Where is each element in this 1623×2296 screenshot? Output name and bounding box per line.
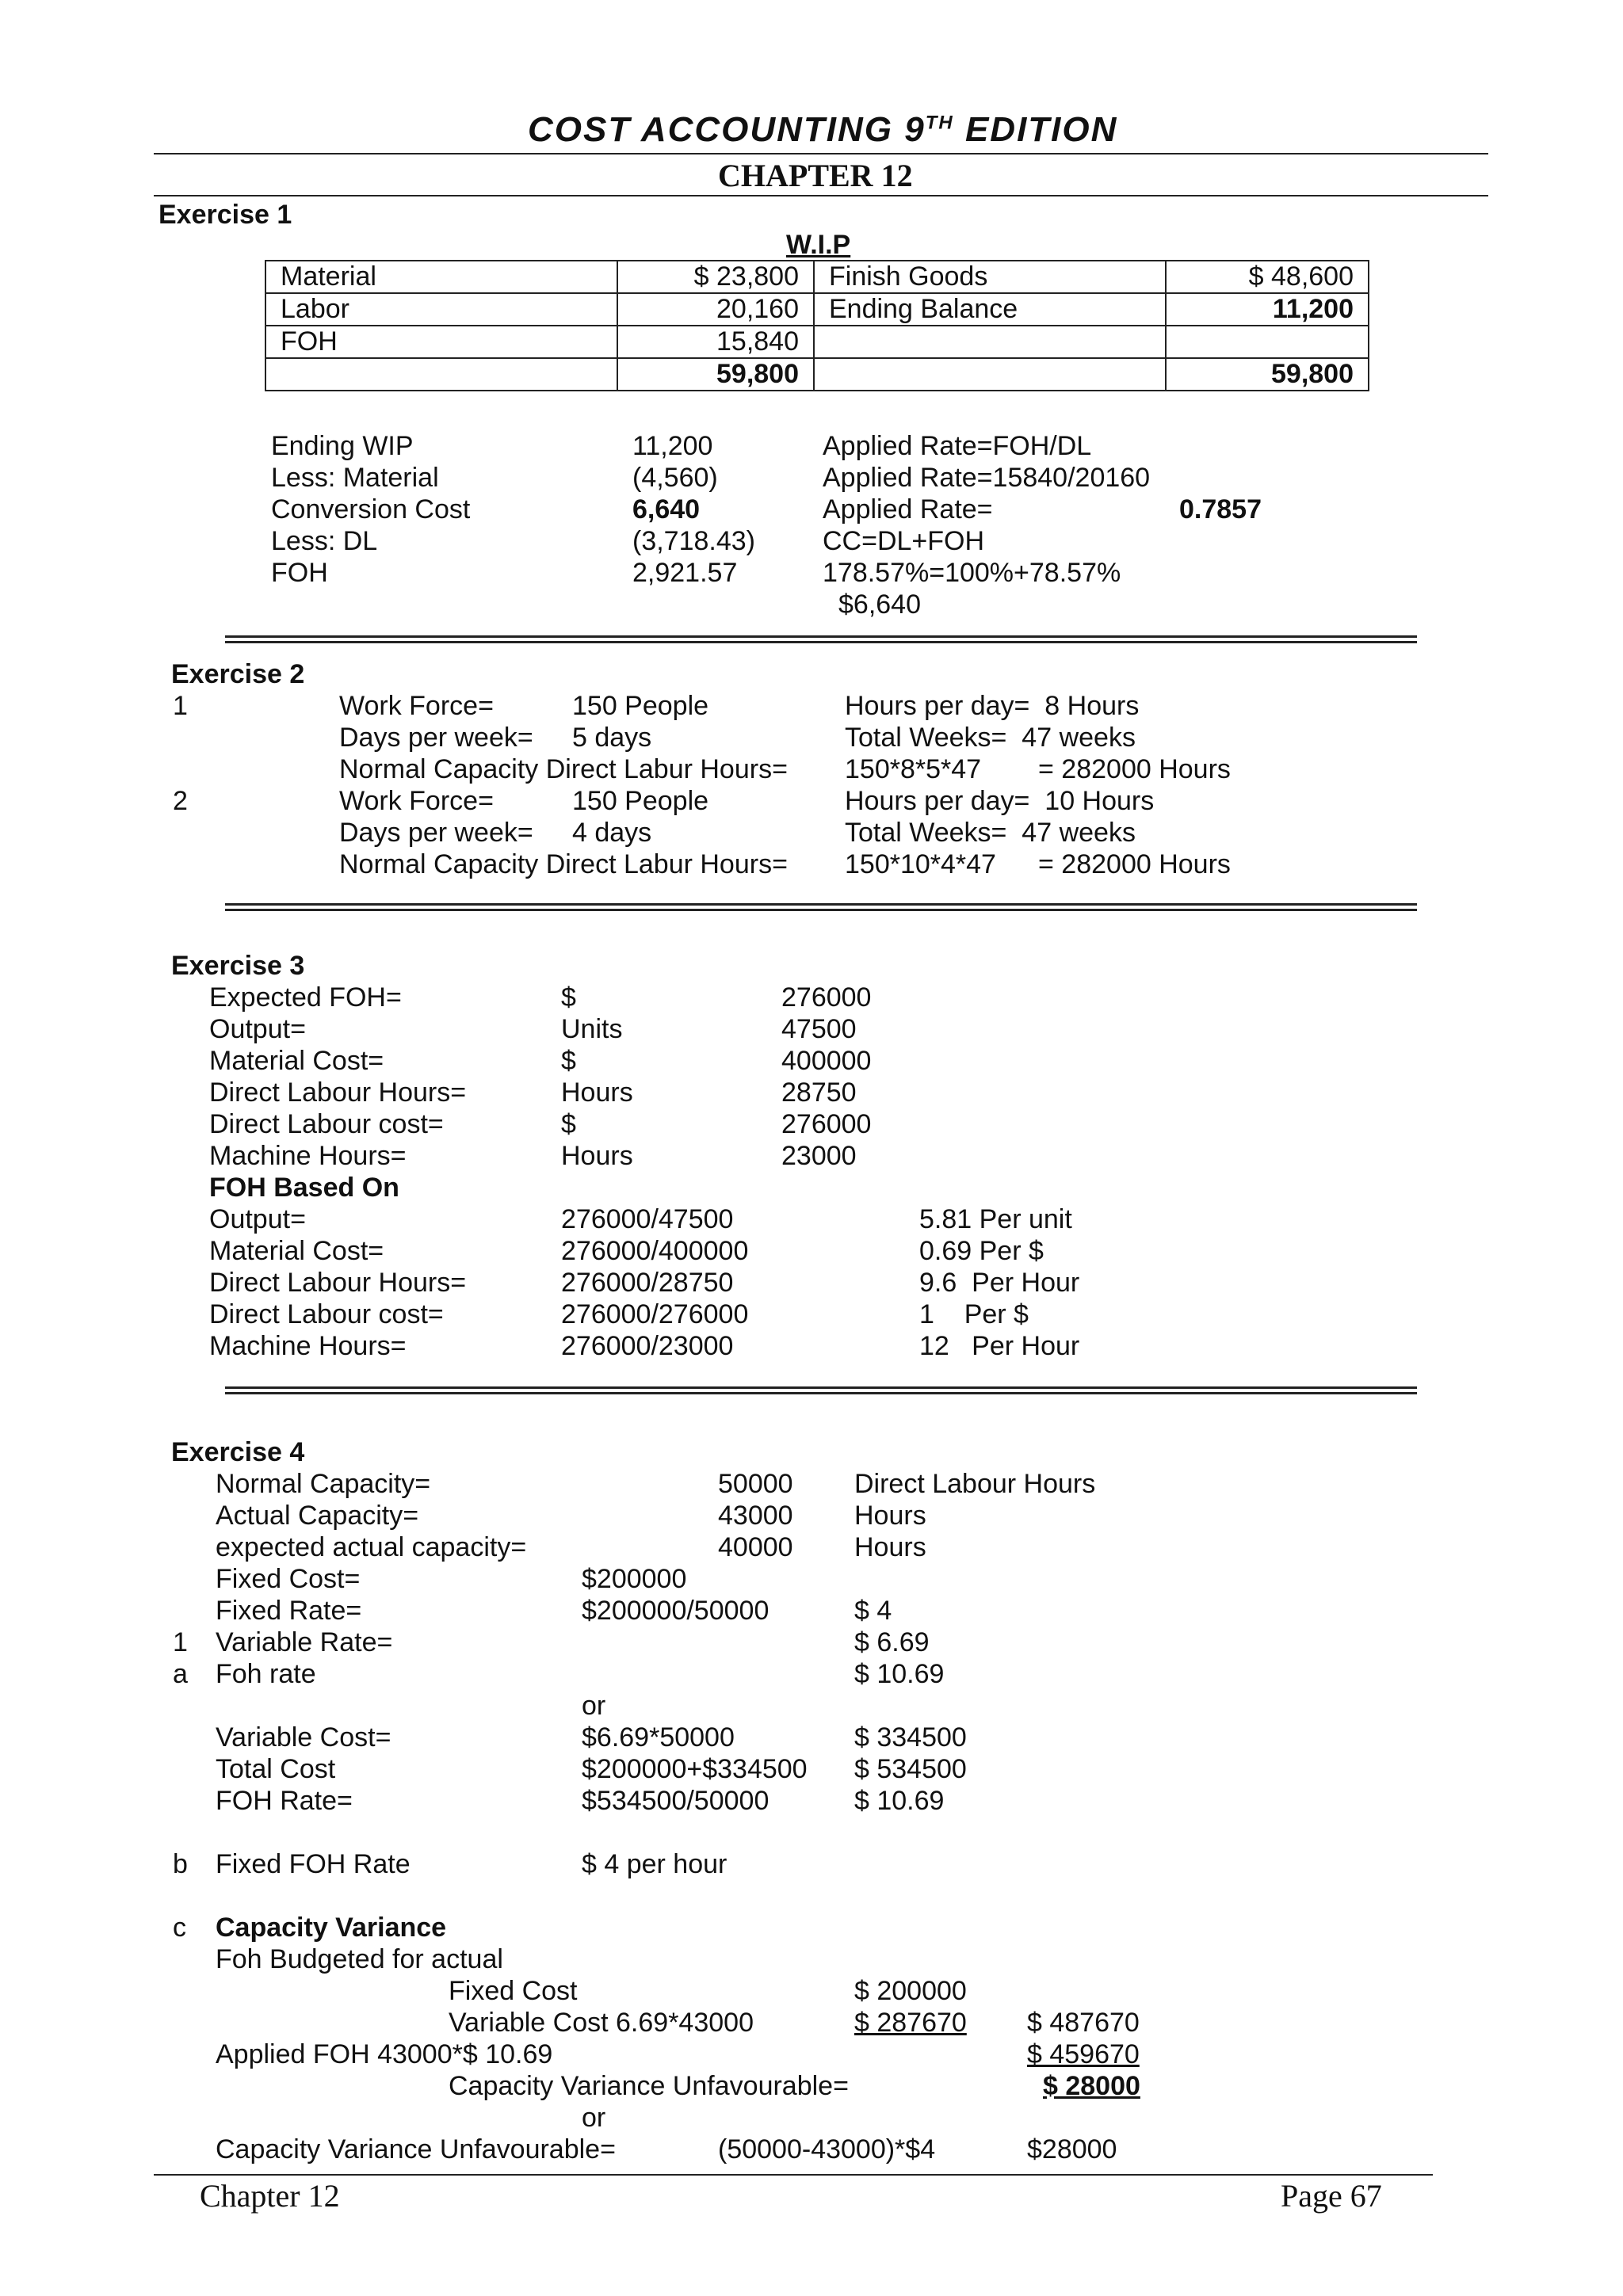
ex4-label: Variable Cost 6.69*43000	[449, 2008, 754, 2038]
table-cell	[1166, 326, 1369, 358]
ex4-label: FOH Rate=	[216, 1786, 353, 1816]
ex4-result: $ 6.69	[854, 1627, 930, 1657]
table-cell: Ending Balance	[814, 293, 1166, 326]
exercise-4-heading: Exercise 4	[171, 1437, 305, 1467]
calc-label: Ending WIP	[271, 431, 414, 461]
ex3-basis-rate: 0.69 Per $	[919, 1236, 1044, 1266]
table-row	[265, 358, 1369, 391]
item-number: 1	[173, 1627, 188, 1657]
ex4-unit: Hours	[854, 1532, 926, 1562]
calc-value: (4,560)	[632, 463, 718, 493]
ex4-label: Variable Cost=	[216, 1722, 391, 1753]
ex4-label: Foh rate	[216, 1659, 316, 1689]
section-divider	[225, 641, 1417, 643]
ex3-label: Direct Labour cost=	[209, 1109, 444, 1139]
table-cell: $ 23,800	[617, 261, 814, 293]
ex2-label: Days per week=	[339, 818, 533, 848]
exercise-2-heading: Exercise 2	[171, 659, 305, 689]
ex4-formula: $534500/50000	[582, 1786, 769, 1816]
ex4-formula: $200000	[582, 1564, 687, 1594]
ex2-label: Work Force=	[339, 691, 494, 721]
table-cell	[814, 326, 1166, 358]
ex4-result: $ 287670	[854, 2008, 967, 2038]
ex4-result: $ 334500	[854, 1722, 967, 1753]
item-letter: c	[173, 1913, 186, 1943]
table-cell: FOH	[265, 326, 617, 358]
calc-label: Conversion Cost	[271, 494, 471, 524]
ex3-basis-rate: 1 Per $	[919, 1299, 1029, 1329]
ex3-value: 28750	[781, 1077, 857, 1108]
ex4-formula: $ 4 per hour	[582, 1849, 727, 1879]
ex3-value: 400000	[781, 1046, 872, 1076]
ex3-label: Direct Labour Hours=	[209, 1077, 467, 1108]
table-cell	[814, 358, 1166, 391]
ex3-value: 276000	[781, 982, 872, 1013]
ex3-basis-formula: 276000/23000	[561, 1331, 734, 1361]
item-number: 2	[173, 786, 188, 816]
header-rule-top	[154, 153, 1488, 154]
ex4-value: 50000	[718, 1469, 793, 1499]
ex3-unit: $	[561, 1109, 576, 1139]
ex2-value: 5 days	[572, 723, 652, 753]
ex4-label: Capacity Variance Unfavourable=	[216, 2134, 616, 2164]
ex2-label: Days per week=	[339, 723, 533, 753]
ex4-value: 40000	[718, 1532, 793, 1562]
ex4-formula: $200000+$334500	[582, 1754, 808, 1784]
table-cell	[265, 358, 617, 391]
ex3-unit: Units	[561, 1014, 623, 1044]
ex3-unit: Hours	[561, 1077, 633, 1108]
ex4-result: $ 534500	[854, 1754, 967, 1784]
ex3-basis-formula: 276000/47500	[561, 1204, 734, 1234]
calc-note: Applied Rate=15840/20160	[823, 463, 1151, 493]
table-cell: 59,800	[617, 358, 814, 391]
ex4-formula: $200000/50000	[582, 1596, 769, 1626]
table-cell: Material	[265, 261, 617, 293]
ex2-formula: 150*10*4*47	[845, 849, 996, 879]
ex3-unit: $	[561, 1046, 576, 1076]
ex3-basis-rate: 9.6 Per Hour	[919, 1268, 1080, 1298]
ex4-label: Fixed FOH Rate	[216, 1849, 411, 1879]
ex2-label: Normal Capacity Direct Labur Hours=	[339, 849, 788, 879]
ex3-value: 23000	[781, 1141, 857, 1171]
ex3-basis-label: Machine Hours=	[209, 1331, 407, 1361]
capacity-variance-heading: Capacity Variance	[216, 1913, 447, 1943]
ex4-label: Actual Capacity=	[216, 1501, 419, 1531]
ex4-label: expected actual capacity=	[216, 1532, 527, 1562]
ex3-value: 276000	[781, 1109, 872, 1139]
table-cell: Finish Goods	[814, 261, 1166, 293]
table-cell: 59,800	[1166, 358, 1369, 391]
table-row	[265, 326, 1369, 358]
ex4-total: $ 459670	[1027, 2039, 1140, 2069]
ex4-label: Fixed Rate=	[216, 1596, 362, 1626]
section-divider	[225, 1386, 1417, 1389]
ex3-basis-formula: 276000/400000	[561, 1236, 749, 1266]
ex4-total: $ 487670	[1027, 2008, 1140, 2038]
ex3-unit: $	[561, 982, 576, 1013]
ex3-basis-label: Material Cost=	[209, 1236, 384, 1266]
ex3-basis-formula: 276000/28750	[561, 1268, 734, 1298]
ex3-unit: Hours	[561, 1141, 633, 1171]
ex2-result: = 282000 Hours	[1038, 849, 1231, 879]
calc-label: Less: DL	[271, 526, 378, 556]
ex4-unit: Direct Labour Hours	[854, 1469, 1096, 1499]
ex4-result: $ 4	[854, 1596, 892, 1626]
ex3-basis-label: Output=	[209, 1204, 306, 1234]
ex3-label: Machine Hours=	[209, 1141, 407, 1171]
ex2-value: 150 People	[572, 786, 709, 816]
item-letter: a	[173, 1659, 188, 1689]
ex2-label: Normal Capacity Direct Labur Hours=	[339, 754, 788, 784]
capacity-variance-total: $ 28000	[1043, 2071, 1140, 2101]
ex4-label: Foh Budgeted for actual	[216, 1944, 503, 1974]
footer-chapter: Chapter 12	[200, 2178, 340, 2214]
calc-value: (3,718.43)	[632, 526, 755, 556]
ex3-label: Output=	[209, 1014, 306, 1044]
ex3-basis-label: Direct Labour cost=	[209, 1299, 444, 1329]
ex4-label: Normal Capacity=	[216, 1469, 431, 1499]
wip-account-table	[265, 260, 1369, 391]
chapter-heading: CHAPTER 12	[718, 158, 913, 193]
calc-note: 178.57%=100%+78.57%	[823, 558, 1121, 588]
ex4-label: Fixed Cost	[449, 1976, 578, 2006]
ex3-label: Material Cost=	[209, 1046, 384, 1076]
exercise-3-heading: Exercise 3	[171, 951, 305, 981]
ex4-label: Total Cost	[216, 1754, 336, 1784]
table-cell: 11,200	[1166, 293, 1369, 326]
ex2-right: Hours per day= 8 Hours	[845, 691, 1140, 721]
table-row	[265, 261, 1369, 293]
book-title: COST ACCOUNTING 9TH EDITION	[528, 110, 1118, 149]
ex3-basis-formula: 276000/276000	[561, 1299, 749, 1329]
ex3-basis-rate: 12 Per Hour	[919, 1331, 1080, 1361]
table-cell: 15,840	[617, 326, 814, 358]
foh-based-on-heading: FOH Based On	[209, 1173, 399, 1203]
ex4-result: $ 200000	[854, 1976, 967, 2006]
ex4-formula: $6.69*50000	[582, 1722, 735, 1753]
ex4-value: 43000	[718, 1501, 793, 1531]
ex3-basis-rate: 5.81 Per unit	[919, 1204, 1072, 1234]
calc-note: Applied Rate=	[823, 494, 993, 524]
calc-label: Less: Material	[271, 463, 439, 493]
ex4-result: $ 10.69	[854, 1659, 945, 1689]
ex4-label: Applied FOH 43000*$ 10.69	[216, 2039, 553, 2069]
ex2-formula: 150*8*5*47	[845, 754, 982, 784]
footer-page-number: Page 67	[1281, 2178, 1382, 2214]
footer-rule	[154, 2174, 1433, 2176]
ex2-result: = 282000 Hours	[1038, 754, 1231, 784]
calc-value: 6,640	[632, 494, 701, 524]
exercise-1-heading: Exercise 1	[158, 200, 292, 230]
ex3-label: Expected FOH=	[209, 982, 402, 1013]
calc-note: CC=DL+FOH	[823, 526, 985, 556]
calc-label: FOH	[271, 558, 328, 588]
or-separator: or	[582, 2103, 606, 2133]
or-separator: or	[582, 1691, 606, 1721]
section-divider	[225, 1392, 1417, 1394]
calc-value: 2,921.57	[632, 558, 738, 588]
ex2-label: Work Force=	[339, 786, 494, 816]
ex4-label: Variable Rate=	[216, 1627, 393, 1657]
calc-note: Applied Rate=FOH/DL	[823, 431, 1092, 461]
ex3-value: 47500	[781, 1014, 857, 1044]
ex2-value: 150 People	[572, 691, 709, 721]
section-divider	[225, 903, 1417, 906]
ex4-label: Capacity Variance Unfavourable=	[449, 2071, 849, 2101]
section-divider	[225, 909, 1417, 911]
ex4-total: $28000	[1027, 2134, 1117, 2164]
calc-value: 11,200	[632, 431, 713, 461]
table-row	[265, 293, 1369, 326]
section-divider	[225, 635, 1417, 638]
wip-title: W.I.P	[786, 230, 851, 260]
ex3-basis-label: Direct Labour Hours=	[209, 1268, 467, 1298]
ex2-right: Hours per day= 10 Hours	[845, 786, 1155, 816]
applied-rate-value: 0.7857	[1179, 494, 1262, 524]
ex2-right: Total Weeks= 47 weeks	[845, 818, 1136, 848]
calc-note: $6,640	[838, 589, 921, 620]
item-letter: b	[173, 1849, 188, 1879]
table-cell: $ 48,600	[1166, 261, 1369, 293]
header-rule-bottom	[154, 195, 1488, 196]
ex2-right: Total Weeks= 47 weeks	[845, 723, 1136, 753]
table-cell: 20,160	[617, 293, 814, 326]
ex4-unit: Hours	[854, 1501, 926, 1531]
ex2-value: 4 days	[572, 818, 652, 848]
ex4-label: Fixed Cost=	[216, 1564, 361, 1594]
ex4-result: $ 10.69	[854, 1786, 945, 1816]
item-number: 1	[173, 691, 188, 721]
ex4-formula: (50000-43000)*$4	[718, 2134, 936, 2164]
table-cell: Labor	[265, 293, 617, 326]
